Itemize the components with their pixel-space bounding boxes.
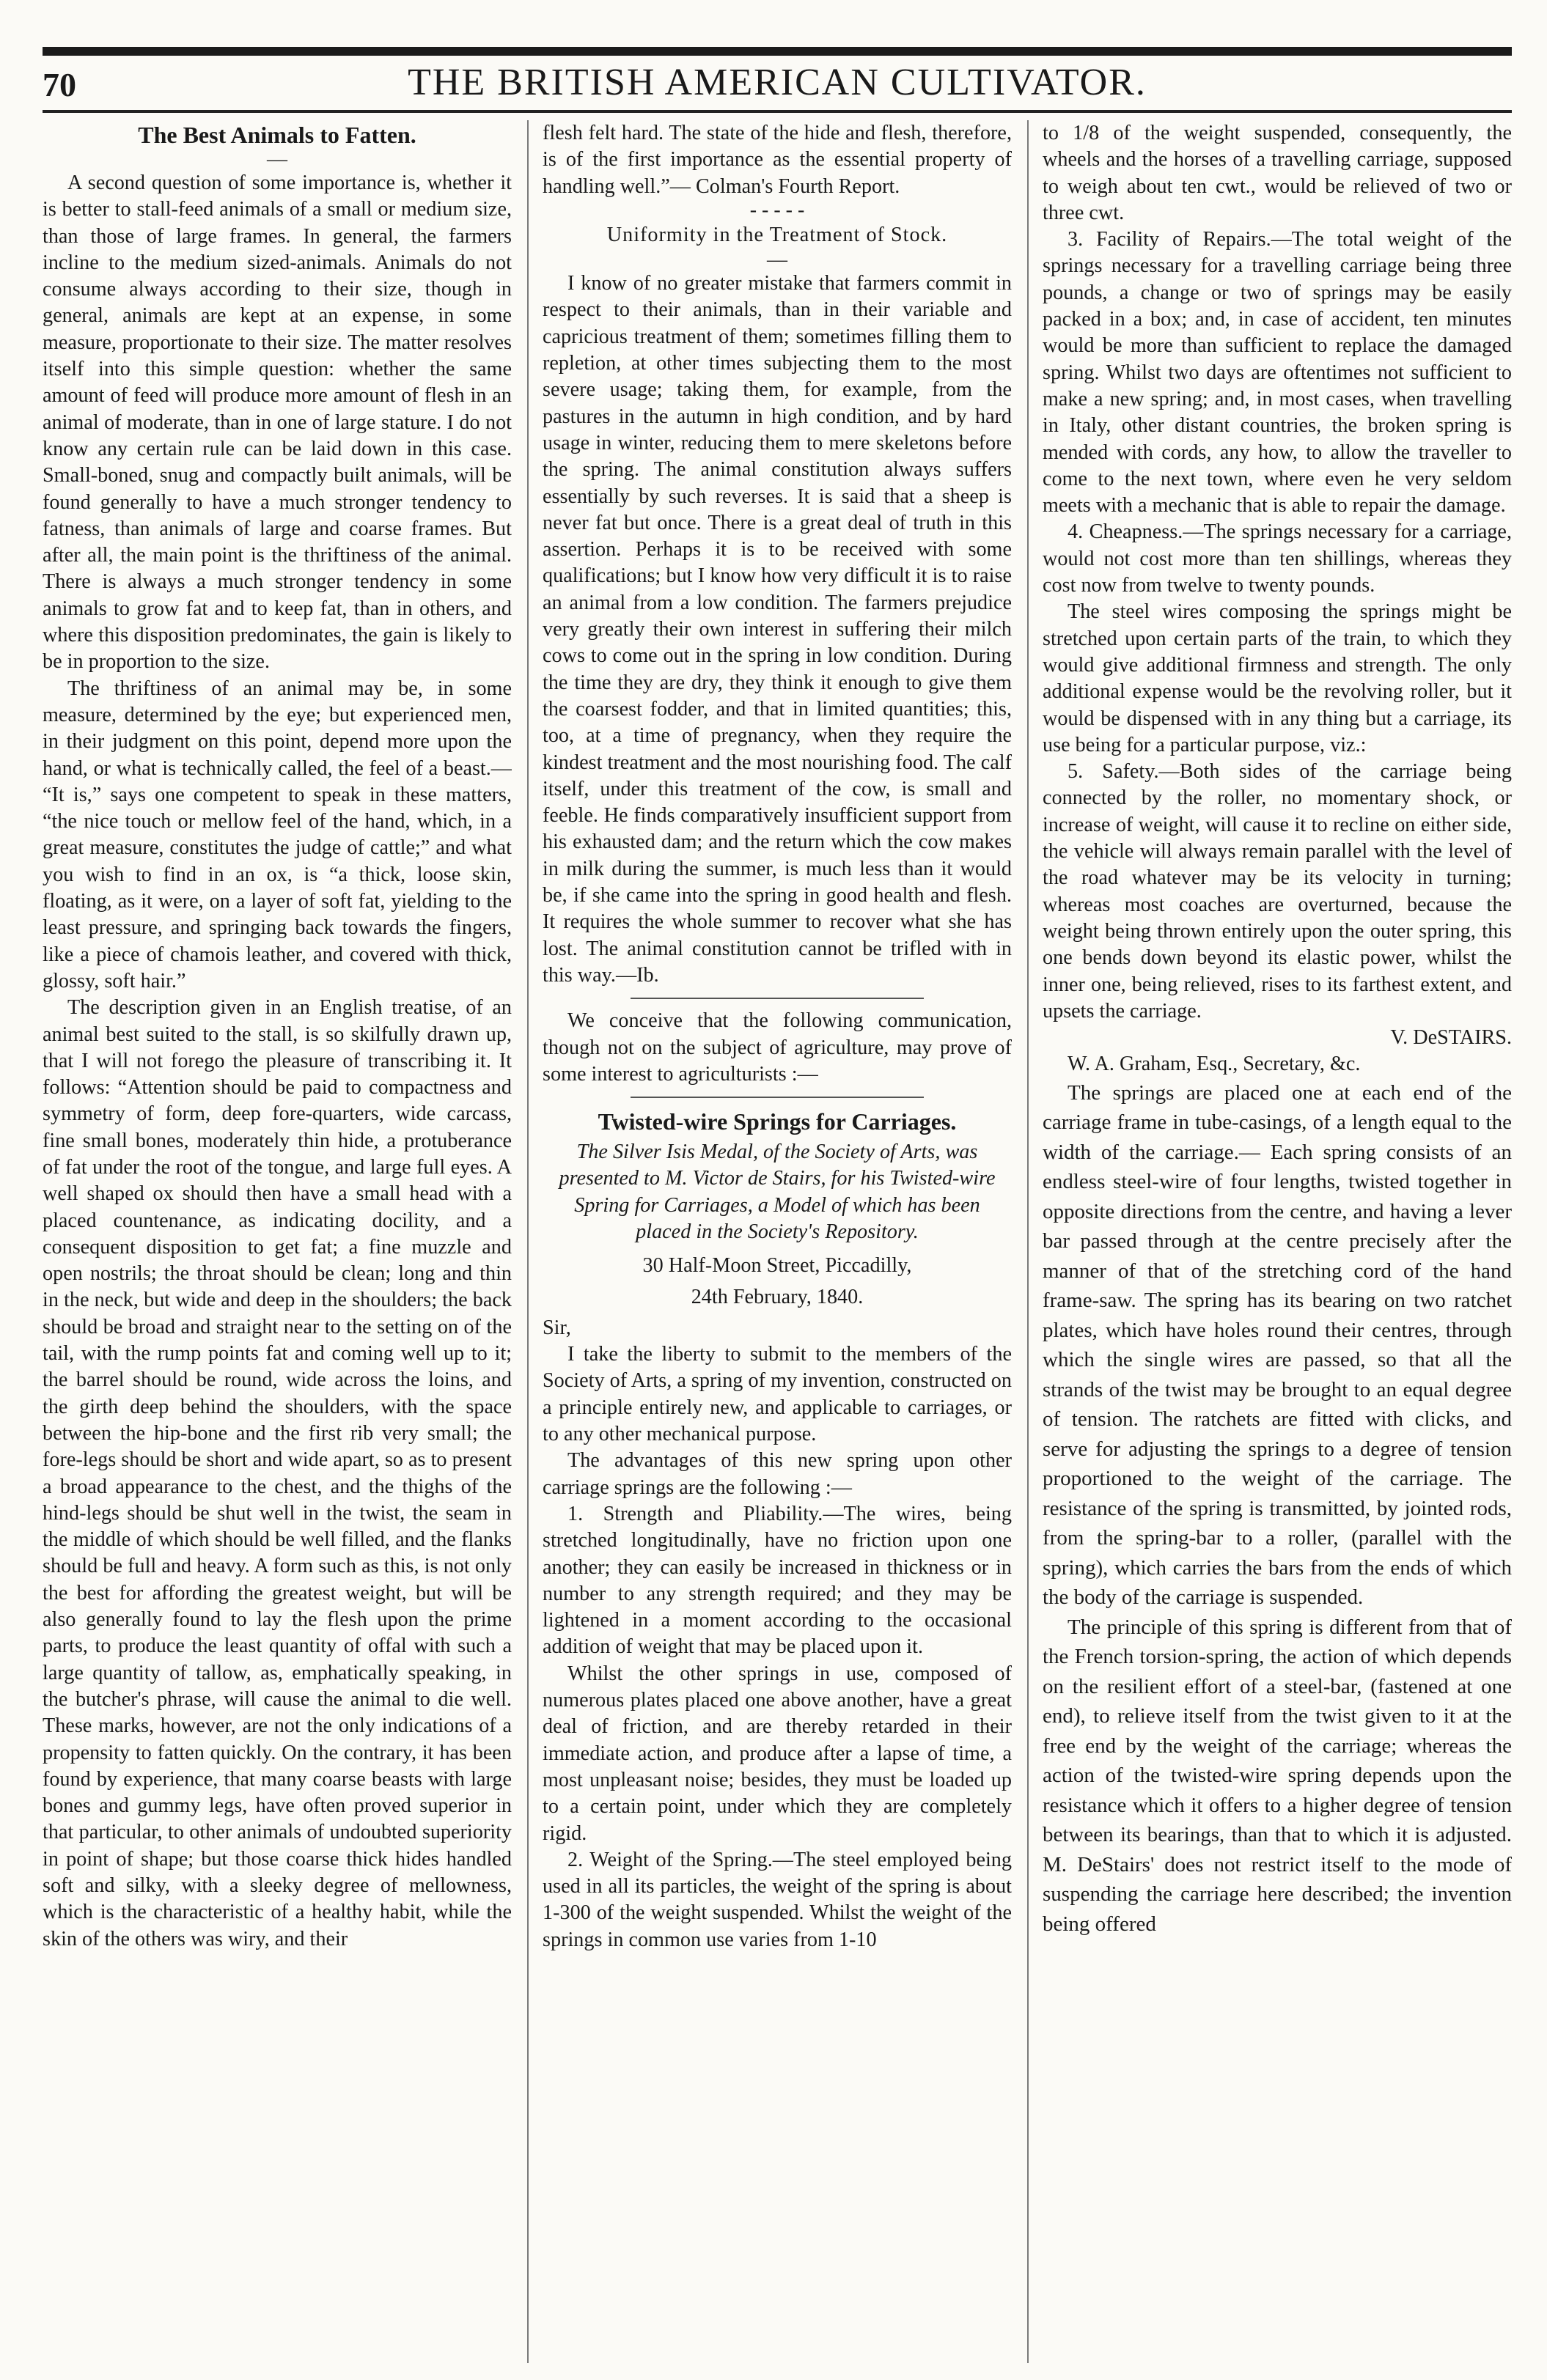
paragraph: flesh felt hard. The state of the hide and flesh, therefore, is of the first importance as the essential property of handling well.”— Colman's Fourth Report. [543,122,1012,198]
page-header [43,60,1512,108]
column-2 [543,120,1012,2363]
paragraph: I take the liberty to submit to the members of the Society of Arts, a spring of my invention, constructed on a principle entirely new, and applicable to carriages, or to any other mechanical purpose. [543,1343,1012,1446]
paragraph: The thriftiness of an animal may be, in some measure, determined by the eye; but experienced men, in their judgment on this point, depend more upon the hand, or what is technically called, the feel of a beast.— “It is,” says one competent to speak in these matters, “the nice touch or mellow feel of the hand, which, in a great measure, constitutes the judge of cattle;” and what you wish to find in an ox, is “a thick, loose skin, floating, as it were, on a layer of soft fat, yielding to the least pressure, and springing back towards the fingers, like a piece of chamois leather, and covered with thick, glossy, soft hair.” [43,677,512,992]
column-3 [1043,120,1512,2363]
article-heading: The Best Animals to Fatten. [138,122,416,148]
salutation: Sir, [543,1316,571,1339]
section-rule [631,998,924,999]
section-rule [631,1097,924,1098]
column-1 [43,120,512,2363]
header-rule [43,110,1512,113]
article-heading: Twisted-wire Springs for Carriages. [598,1108,957,1135]
column-divider [527,120,529,2363]
heading-dash: — [767,248,787,272]
masthead-title: THE BRITISH AMERICAN CULTIVATOR. [408,62,1147,103]
paragraph: The description given in an English treatise, of an animal best suited to the stall, is so skilfully drawn up, that I will not forego the pleasure of transcribing it. It follows: “Attention should be paid to compactness and symmetry of form, deep fore-quarters, wide carcass, fine small bones, moderately thin hide, a protuberance of fat under the root of the tongue, and large full eyes. A well shaped ox should then have a small head with a placed countenance, as indicating docility, and a consequent disposition to get fat; a fine muzzle and open nostrils; the throat should be clean; long and thin in the neck, but wide and deep in the shoulders; the back should be broad and straight near to the setting on of the tail, with the rump points fat and coming well up to it; the barrel should be round, wide across the loins, and the girth deep behind the shoulders, with the space between the hip-bone and the first rib very small; the fore-legs should be short and wide apart, so as to present a broad appearance to the chest, and the thighs of the hind-legs should be shut well in the twist, the seam in the middle of which should be well filled, and the flanks should be full and heavy. A form such as this, is not only the best for affording the greatest weight, but will be also generally found to lay the flesh upon the prime parts, to produce the least quantity of offal with such a large quantity of tallow, as, emphatically speaking, in the butcher's phrase, will cause the animal to die well. These marks, however, are not the only indications of a propensity to fatten quickly. On the contrary, it has been found by experience, that many coarse beasts with large bones and gummy legs, have often proved superior in that particular, to other animals of undoubted superiority in point of shape; but those coarse thick hides handled soft and silky, with a sleeky degree of mellowness, which is the characteristic of a healthy habit, while the skin of the others was wiry, and their [43,996,512,1950]
paragraph: A second question of some importance is, whether it is better to stall-feed animals of a small or medium size, than those of large frames. In general, the farmers incline to the medium sized-animals. Animals do not consume always according to their size, though in general, animals are kept at an expense, in some measure, proportionate to their size. The matter resolves itself into this simple question: whether the same amount of feed will produce more amount of flesh in an animal of moderate, than in one of large stature. I do not know any certain rule can be laid down in this case. Small-boned, snug and compactly built animals, will be found generally to have a much stronger tendency to fatness, than animals of large and coarse frames. But after all, the main point is the thriftiness of the animal. There is always a much stronger tendency in some animals to grow fat and to keep fat, than in others, and where this disposition predominates, the gain is likely to be in proportion to the size. [43,172,512,674]
paragraph: 5. Safety.—Both sides of the carriage being connected by the roller, no momentary shock, or increase of weight, will cause it to recline on either side, the vehicle will always remain parallel with the level of the road whatever may be its velocity in turning; whereas most coaches are overturned, because the weight being thrown entirely upon the outer spring, this one bends down beyond its elastic power, whilst the inner one, being relieved, rises to its farthest extent, and upsets the carriage. [1043,760,1512,1023]
paragraph: Whilst the other springs in use, composed of numerous plates placed one above another, have a great deal of friction, and are thereby retarded in their immediate action, and produce after a lapse of time, a most unpleasant noise; besides, they must be loaded up to a certain point, under which they are completely rigid. [543,1662,1012,1845]
addressee: W. A. Graham, Esq., Secretary, &c. [1068,1053,1361,1076]
italic-note: The Silver Isis Medal, of the Society of Arts, was presented to M. Victor de Stairs, for his Twisted-wire Spring for Carriages, a Model of which has been placed in the Society's Repository. [559,1141,996,1243]
paragraph: 4. Cheapness.—The springs necessary for a carriage, would not cost more than ten shillings, whereas they cost now from twelve to twenty pounds. [1043,520,1512,597]
date-line: 24th February, 1840. [691,1285,864,1308]
heading-dash: — [267,148,287,171]
article-heading: Uniformity in the Treatment of Stock. [606,223,948,246]
section-dashes: - - - - - [749,198,805,221]
page-number: 70 [43,66,76,103]
paragraph: The steel wires composing the springs might be stretched upon certain parts of the train, to which they would give additional firmness and strength. The only additional expense would be the revolving roller, but it would be dispensed with in any thing but a carriage, its use being for a particular purpose, viz.: [1043,600,1512,756]
paragraph: to 1/8 of the weight suspended, consequently, the wheels and the horses of a travelling carriage, supposed to weigh about ten cwt., would be relieved of two or three cwt. [1043,122,1512,224]
paragraph: The advantages of this new spring upon other carriage springs are the following :— [543,1449,1012,1499]
paragraph: 3. Facility of Repairs.—The total weight of the springs necessary for a travelling carriage being three pounds, a change or two of springs may be easily packed in a box; and, in case of accident, ten minutes would be more than sufficient to replace the damaged spring. Whilst two days are oftentimes not sufficient to make a new spring; and, in most cases, when travelling in Italy, other distant countries, the broken spring is mended with cords, any how, to allow the traveller to come to the next town, where even he very seldom meets with a mechanic that is able to repair the damage. [1043,228,1512,517]
address-line: 30 Half-Moon Street, Piccadilly, [642,1254,912,1278]
paragraph: We conceive that the following communication, though not on the subject of agriculture, may prove of some interest to agriculturists :— [543,1009,1012,1086]
paragraph: 2. Weight of the Spring.—The steel employed being used in all its particles, the weight of the spring is about 1-300 of the weight suspended. Whilst the weight of the springs in common use varies from 1-10 [543,1848,1012,1951]
column-divider [1027,120,1029,2363]
paragraph: I know of no greater mistake that farmers commit in respect to their animals, than in their variable and capricious treatment of them; sometimes filling them to repletion, at other times subjecting them to the most severe usage; taking them, for example, from the pastures in the autumn in high condition, and by hard usage in winter, reducing them to mere skeletons before the spring. The animal constitution always suffers essentially by such reverses. It is said that a sheep is never fat but once. There is a great deal of truth in this assertion. Perhaps it is to be received with some qualifications; but I know how very difficult it is to raise an animal from a low condition. The farmers prejudice very greatly their own interest in suffering their milch cows to come out in the spring in low condition. During the time they are dry, they think it enough to give them the coarsest fodder, and that in limited quantities; this, too, at a time of pregnancy, when they require the kindest treatment and the most nourishing food. The calf itself, under this treatment of the cow, is small and feeble. He finds comparatively insufficient support from his exhausted dam; and the return which the cow makes in milk during the summer, is much less than it would be, if she came into the spring in good health and flesh. It requires the whole summer to recover what she has lost. The animal constitution cannot be trifled with in this way.—Ib. [543,272,1012,987]
signature: V. DeSTAIRS. [1390,1026,1512,1050]
paragraph: The principle of this spring is different from that of the French torsion-spring, the action of which depends on the resilient effort of a steel-bar, (fastened at one end), to relieve itself from the twist given to it at the free end by the weight of the carriage; whereas the action of the twisted-wire spring depends upon the resistance which it offers to a higher degree of tension between its bearings, than that to which it is adjusted. M. DeStairs' does not restrict itself to the mode of suspending the carriage here described; the invention being offered [1043,1615,1512,1936]
top-border [43,47,1512,56]
paragraph: The springs are placed one at each end of the carriage frame in tube-casings, of a length equal to the width of the carriage.— Each spring consists of an endless steel-wire of four lengths, twisted together in opposite directions from the centre, and having a lever bar passed through at the centre precisely after the manner of that of the stretching cord of the hand frame-saw. The spring has its bearing on two ratchet plates, which have holes round their centres, through which the single wires are passed, so that all the strands of the twist may be brought to an equal degree of tension. The ratchets are fitted with clicks, and serve for adjusting the springs to a degree of tension proportioned to the weight of the carriage. The resistance of the spring is transmitted, by jointed rods, from the spring-bar to a roller, (parallel with the spring), which carries the bars from the ends of which the body of the carriage is suspended. [1043,1080,1512,1610]
paragraph: 1. Strength and Pliability.—The wires, being stretched longitudinally, have no friction upon one another; they can easily be increased in thickness or in number to any strength required; and they may be lightened in a moment according to the occasional addition of weight that may be placed upon it. [543,1502,1012,1659]
